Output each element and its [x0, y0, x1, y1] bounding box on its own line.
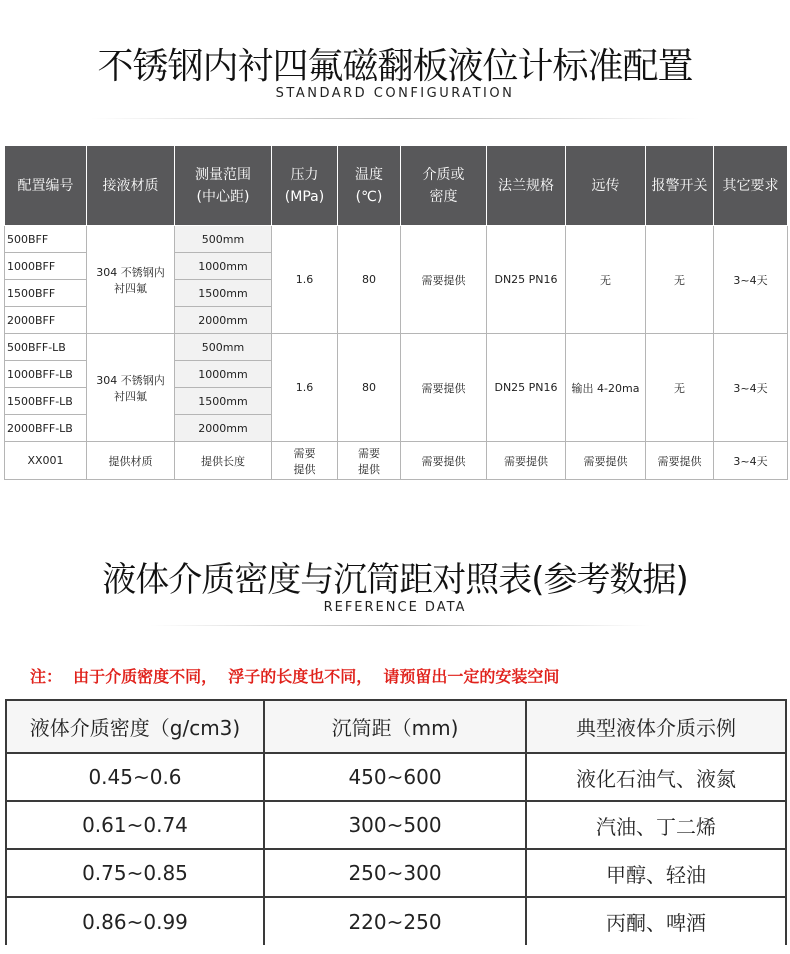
col-header-medium-examples: 典型液体介质示例 — [526, 700, 786, 753]
distance-cell: 450~600 — [264, 753, 526, 801]
col-header-other: 其它要求 — [714, 146, 788, 226]
section-title-reference-data: 液体介质密度与沉筒距对照表(参考数据) — [102, 560, 688, 600]
range-cell: 500mm — [175, 334, 272, 361]
range-cell: 2000mm — [175, 307, 272, 334]
medium-cell: 需要提供 — [401, 334, 487, 442]
alarm-cell: 无 — [646, 334, 714, 442]
table-header-row — [6, 700, 786, 753]
range-cell: 1500mm — [175, 280, 272, 307]
table-row — [5, 334, 788, 361]
table-header-row — [5, 146, 788, 226]
col-header-temperature: 温度 (℃) — [338, 146, 401, 226]
density-cell: 0.75~0.85 — [6, 849, 264, 897]
section-title-standard-config: 不锈钢内衬四氟磁翻板液位计标准配置 — [97, 46, 693, 87]
range-cell: 1500mm — [175, 388, 272, 415]
range-cell: 1000mm — [175, 253, 272, 280]
remote-cell: 需要提供 — [566, 442, 646, 480]
alarm-cell: 无 — [646, 226, 714, 334]
flange-cell: DN25 PN16 — [487, 334, 566, 442]
other-cell: 3~4天 — [714, 226, 788, 334]
example-cell: 丙酮、啤酒 — [526, 897, 786, 945]
material-cell: 304 不锈钢内 衬四氟 — [87, 334, 175, 442]
range-cell: 2000mm — [175, 415, 272, 442]
density-cell: 0.45~0.6 — [6, 753, 264, 801]
col-header-flange: 法兰规格 — [487, 146, 566, 226]
flange-cell: DN25 PN16 — [487, 226, 566, 334]
remote-cell: 无 — [566, 226, 646, 334]
temperature-cell: 需要 提供 — [338, 442, 401, 480]
divider — [150, 625, 650, 626]
section-subtitle-standard-config: STANDARD CONFIGURATION — [275, 86, 515, 101]
col-header-material: 接液材质 — [87, 146, 175, 226]
section-subtitle-reference-data: REFERENCE DATA — [323, 600, 467, 615]
density-reference-table — [5, 699, 787, 945]
config-code: 2000BFF — [5, 307, 87, 334]
range-cell: 提供长度 — [175, 442, 272, 480]
col-header-range: 测量范围 (中心距) — [175, 146, 272, 226]
medium-cell: 需要提供 — [401, 442, 487, 480]
col-header-pressure: 压力 (MPa) — [272, 146, 338, 226]
config-code: 500BFF-LB — [5, 334, 87, 361]
config-code: XX001 — [5, 442, 87, 480]
config-code: 1500BFF — [5, 280, 87, 307]
example-cell: 汽油、丁二烯 — [526, 801, 786, 849]
col-header-float-distance: 沉筒距（mm) — [264, 700, 526, 753]
config-code: 1500BFF-LB — [5, 388, 87, 415]
table-row — [6, 753, 786, 801]
example-cell: 液化石油气、液氮 — [526, 753, 786, 801]
pressure-cell: 1.6 — [272, 334, 338, 442]
flange-cell: 需要提供 — [487, 442, 566, 480]
installation-note: 注： 由于介质密度不同， 浮子的长度也不同， 请预留出一定的安装空间 — [30, 667, 560, 686]
pressure-cell: 1.6 — [272, 226, 338, 334]
config-code: 2000BFF-LB — [5, 415, 87, 442]
table-row — [5, 226, 788, 253]
material-cell: 304 不锈钢内 衬四氟 — [87, 226, 175, 334]
temperature-cell: 80 — [338, 226, 401, 334]
distance-cell: 220~250 — [264, 897, 526, 945]
table-row — [6, 897, 786, 945]
table-row — [5, 442, 788, 480]
remote-cell: 输出 4-20ma — [566, 334, 646, 442]
table-row — [6, 849, 786, 897]
config-code: 1000BFF — [5, 253, 87, 280]
col-header-medium: 介质或 密度 — [401, 146, 487, 226]
col-header-code: 配置编号 — [5, 146, 87, 226]
range-cell: 1000mm — [175, 361, 272, 388]
col-header-remote: 远传 — [566, 146, 646, 226]
pressure-cell: 需要 提供 — [272, 442, 338, 480]
distance-cell: 250~300 — [264, 849, 526, 897]
divider — [90, 118, 700, 119]
alarm-cell: 需要提供 — [646, 442, 714, 480]
col-header-alarm: 报警开关 — [646, 146, 714, 226]
config-code: 500BFF — [5, 226, 87, 253]
standard-config-table — [4, 145, 788, 480]
other-cell: 3~4天 — [714, 334, 788, 442]
col-header-density: 液体介质密度（g/cm3) — [6, 700, 264, 753]
medium-cell: 需要提供 — [401, 226, 487, 334]
material-cell: 提供材质 — [87, 442, 175, 480]
example-cell: 甲醇、轻油 — [526, 849, 786, 897]
distance-cell: 300~500 — [264, 801, 526, 849]
other-cell: 3~4天 — [714, 442, 788, 480]
table-row — [6, 801, 786, 849]
config-code: 1000BFF-LB — [5, 361, 87, 388]
density-cell: 0.86~0.99 — [6, 897, 264, 945]
density-cell: 0.61~0.74 — [6, 801, 264, 849]
range-cell: 500mm — [175, 226, 272, 253]
temperature-cell: 80 — [338, 334, 401, 442]
